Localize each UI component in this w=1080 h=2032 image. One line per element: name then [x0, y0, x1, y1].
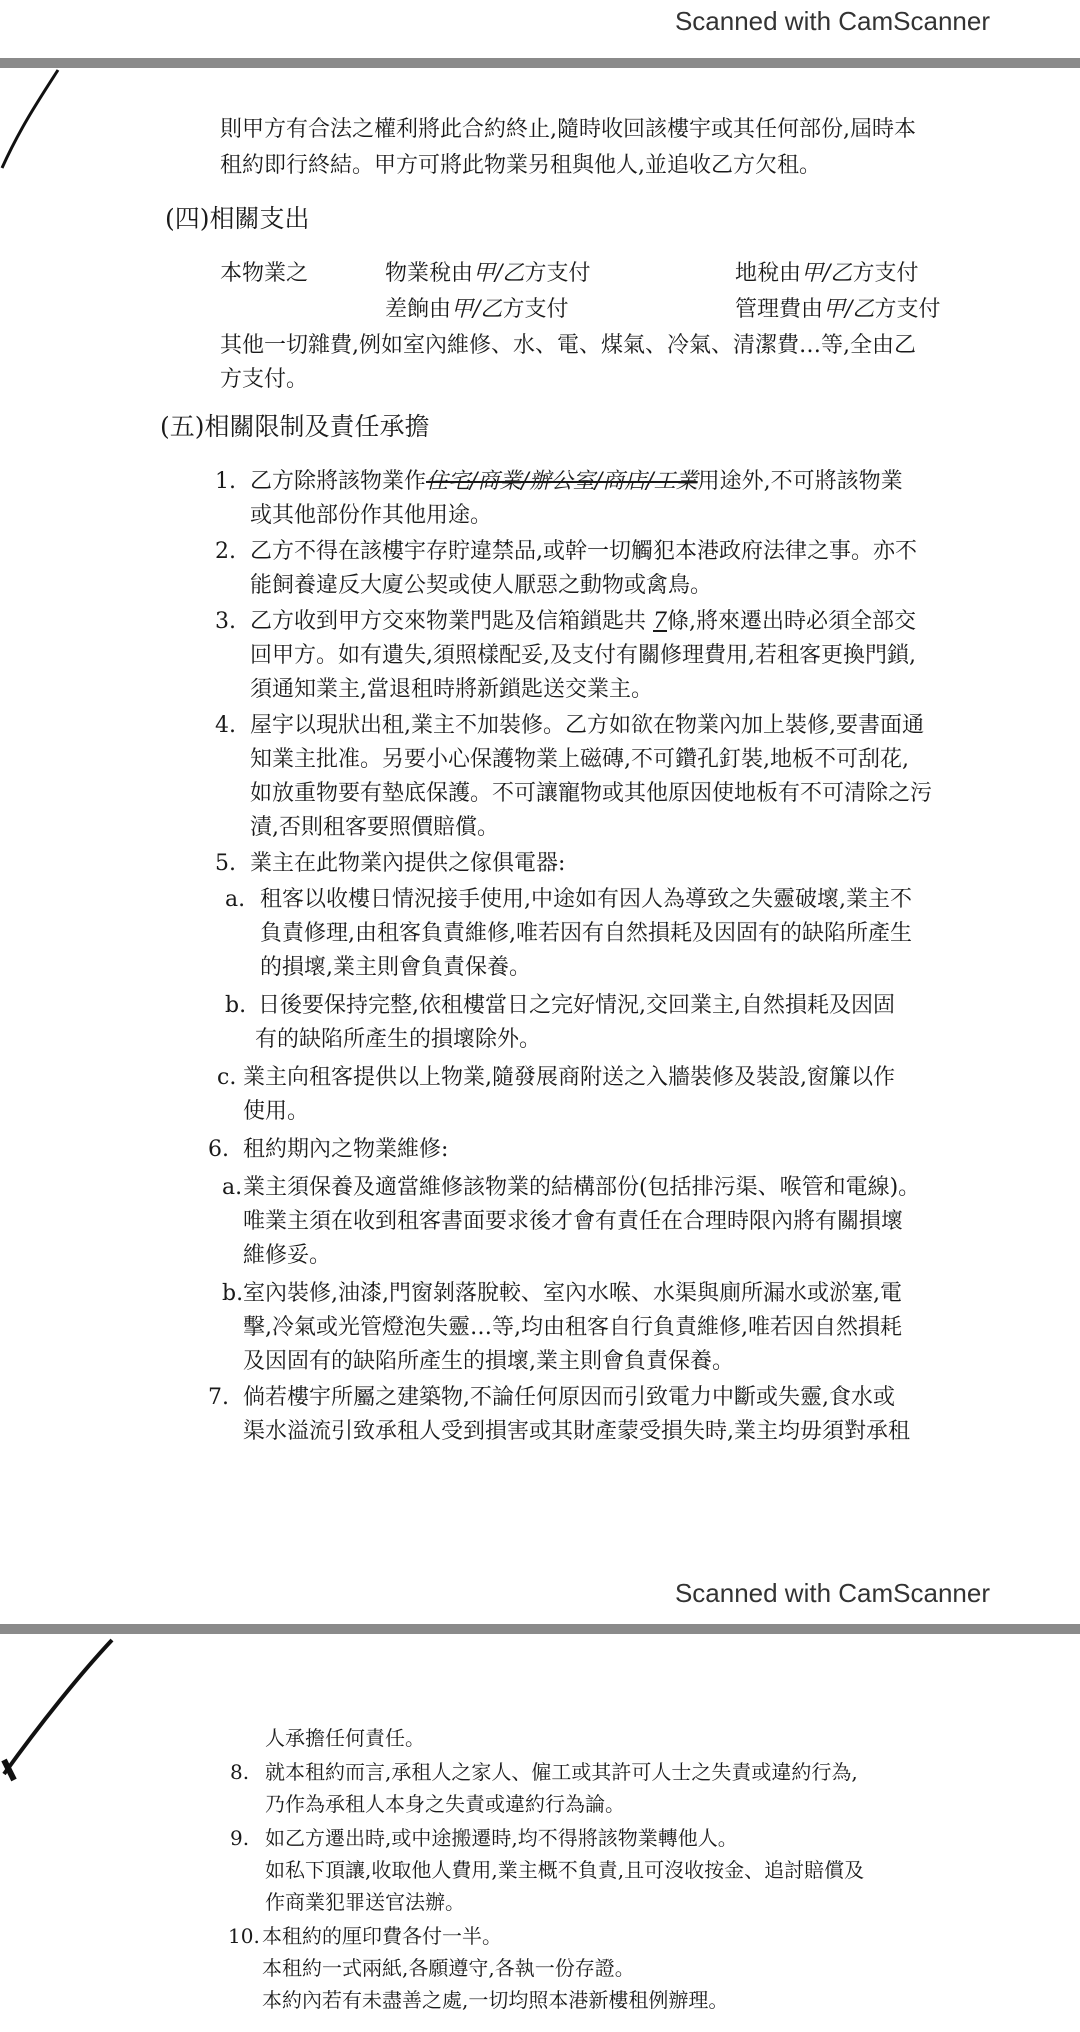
scanner-label: Scanned with CamScanner — [674, 1578, 990, 1608]
list-number: 6. — [208, 1137, 229, 1162]
list-item: 乙方不得在該樓宇存貯違禁品,或幹一切觸犯本港政府法律之事。亦不 — [250, 539, 917, 564]
expense-property-tax: 物業稅由甲/乙方支付 — [385, 261, 591, 286]
text-line: 方支付。 — [220, 367, 309, 392]
list-number: 8. — [230, 1760, 250, 1784]
sub-item: 業主須保養及適當維修該物業的結構部份(包括排污渠、喉管和電線)。 — [243, 1175, 921, 1200]
page-divider — [0, 58, 1080, 68]
list-item: 租約期內之物業維修: — [243, 1137, 449, 1162]
text-line: 負責修理,由租客負責維修,唯若因有自然損耗及因固有的缺陷所產生 — [260, 921, 912, 946]
sub-item: 業主向租客提供以上物業,隨發展商附送之入牆裝修及裝設,窗簾以作 — [243, 1065, 895, 1090]
text-line: 租約即行終結。甲方可將此物業另租與他人,並追收乙方欠租。 — [220, 153, 821, 178]
list-item: 就本租約而言,承租人之家人、僱工或其許可人士之失責或違約行為, — [265, 1760, 858, 1784]
sub-item-letter: a. — [225, 887, 246, 912]
text-line: 維修妥。 — [243, 1243, 332, 1268]
text-line: 作商業犯罪送官法辦。 — [265, 1890, 465, 1914]
expense-rates: 差餉由甲/乙方支付 — [385, 297, 569, 322]
text-line: 知業主批准。另要小心保護物業上磁磚,不可鑽孔釘裝,地板不可刮花, — [250, 747, 909, 772]
scanner-header — [0, 1568, 1080, 1624]
text-line: 則甲方有合法之權利將此合約終止,隨時收回該樓宇或其任何部份,屆時本 — [220, 117, 916, 142]
text-line: 使用。 — [243, 1099, 310, 1124]
section-heading-5: (五)相關限制及責任承擔 — [160, 412, 430, 441]
list-item: 乙方除將該物業作住宅/商業/辦公室/商店/工業用途外,不可將該物業 — [250, 469, 903, 494]
list-number: 9. — [230, 1826, 250, 1850]
list-item: 屋宇以現狀出租,業主不加裝修。乙方如欲在物業內加上裝修,要書面通 — [250, 713, 924, 738]
list-number: 10. — [228, 1924, 260, 1948]
text-line: 人承擔任何責任。 — [265, 1726, 425, 1750]
list-item: 如乙方遷出時,或中途搬遷時,均不得將該物業轉他人。 — [265, 1826, 738, 1850]
text-line: 及因固有的缺陷所產生的損壞,業主則會負責保養。 — [243, 1349, 734, 1374]
scanner-label: Scanned with CamScanner — [674, 6, 990, 36]
list-item: 倘若樓宇所屬之建築物,不論任何原因而引致電力中斷或失靈,食水或 — [243, 1385, 895, 1410]
list-number: 7. — [208, 1385, 229, 1410]
expense-land-tax: 地稅由甲/乙方支付 — [735, 261, 919, 286]
text-line: 須通知業主,當退租時將新鎖匙送交業主。 — [250, 677, 653, 702]
text-line: 回甲方。如有遺失,須照樣配妥,及支付有關修理費用,若租客更換門鎖, — [250, 643, 916, 668]
expense-label: 本物業之 — [220, 261, 309, 286]
scan-edge-mark — [0, 68, 70, 178]
text-line: 能飼養違反大廈公契或使人厭惡之動物或禽鳥。 — [250, 573, 713, 598]
text-line: 如私下頂讓,收取他人費用,業主概不負責,且可沒收按金、追討賠償及 — [265, 1858, 865, 1882]
text-line: 有的缺陷所產生的損壞除外。 — [255, 1027, 542, 1052]
sub-item: 日後要保持完整,依租樓當日之完好情況,交回業主,自然損耗及因固 — [258, 993, 895, 1018]
sub-item: 室內裝修,油漆,門窗剝落脫較、室內水喉、水渠與廁所漏水或淤塞,電 — [243, 1281, 902, 1306]
text-line: 如放重物要有墊底保護。不可讓寵物或其他原因使地板有不可清除之污 — [250, 781, 933, 806]
sub-item-letter: b. — [222, 1281, 244, 1306]
text-line: 漬,否則租客要照價賠償。 — [250, 815, 499, 840]
text-line: 本租約一式兩紙,各願遵守,各執一份存證。 — [262, 1956, 635, 1980]
text-line: 乃作為承租人本身之失責或違約行為論。 — [265, 1792, 625, 1816]
text-line: 或其他部份作其他用途。 — [250, 503, 493, 528]
list-number: 1. — [215, 469, 236, 494]
page-divider — [0, 1624, 1080, 1634]
text-line: 唯業主須在收到租客書面要求後才會有責任在合理時限內將有關損壞 — [243, 1209, 904, 1234]
list-number: 5. — [215, 851, 236, 876]
sub-item-letter: c. — [217, 1065, 237, 1090]
sub-item-letter: b. — [225, 993, 247, 1018]
sub-item: 租客以收樓日情況接手使用,中途如有因人為導致之失靈破壞,業主不 — [260, 887, 912, 912]
expense-management-fee: 管理費由甲/乙方支付 — [735, 297, 941, 322]
text-line: 擊,冷氣或光管燈泡失靈…等,均由租客自行負責維修,唯若因自然損耗 — [243, 1315, 902, 1340]
sub-item-letter: a. — [222, 1175, 243, 1200]
list-number: 4. — [215, 713, 236, 738]
text-line: 其他一切雜費,例如室內維修、水、電、煤氣、冷氣、清潔費…等,全由乙 — [220, 333, 916, 358]
scanner-header — [0, 0, 1080, 58]
list-item: 本租約的厘印費各付一半。 — [262, 1924, 502, 1948]
text-line: 的損壞,業主則會負責保養。 — [260, 955, 531, 980]
list-item: 業主在此物業內提供之傢俱電器: — [250, 851, 566, 876]
section-heading-4: (四)相關支出 — [165, 204, 310, 233]
scan-edge-mark — [0, 1634, 120, 1784]
list-item: 乙方收到甲方交來物業門匙及信箱鎖匙共 7條,將來遷出時必須全部交 — [250, 609, 917, 634]
text-line: 渠水溢流引致承租人受到損害或其財產蒙受損失時,業主均毋須對承租 — [243, 1419, 910, 1444]
text-line: 本約內若有未盡善之處,一切均照本港新樓租例辦理。 — [262, 1988, 729, 2012]
document-page-2 — [0, 1634, 1080, 2032]
list-number: 3. — [215, 609, 236, 634]
list-number: 2. — [215, 539, 236, 564]
document-page-1 — [0, 68, 1080, 1568]
